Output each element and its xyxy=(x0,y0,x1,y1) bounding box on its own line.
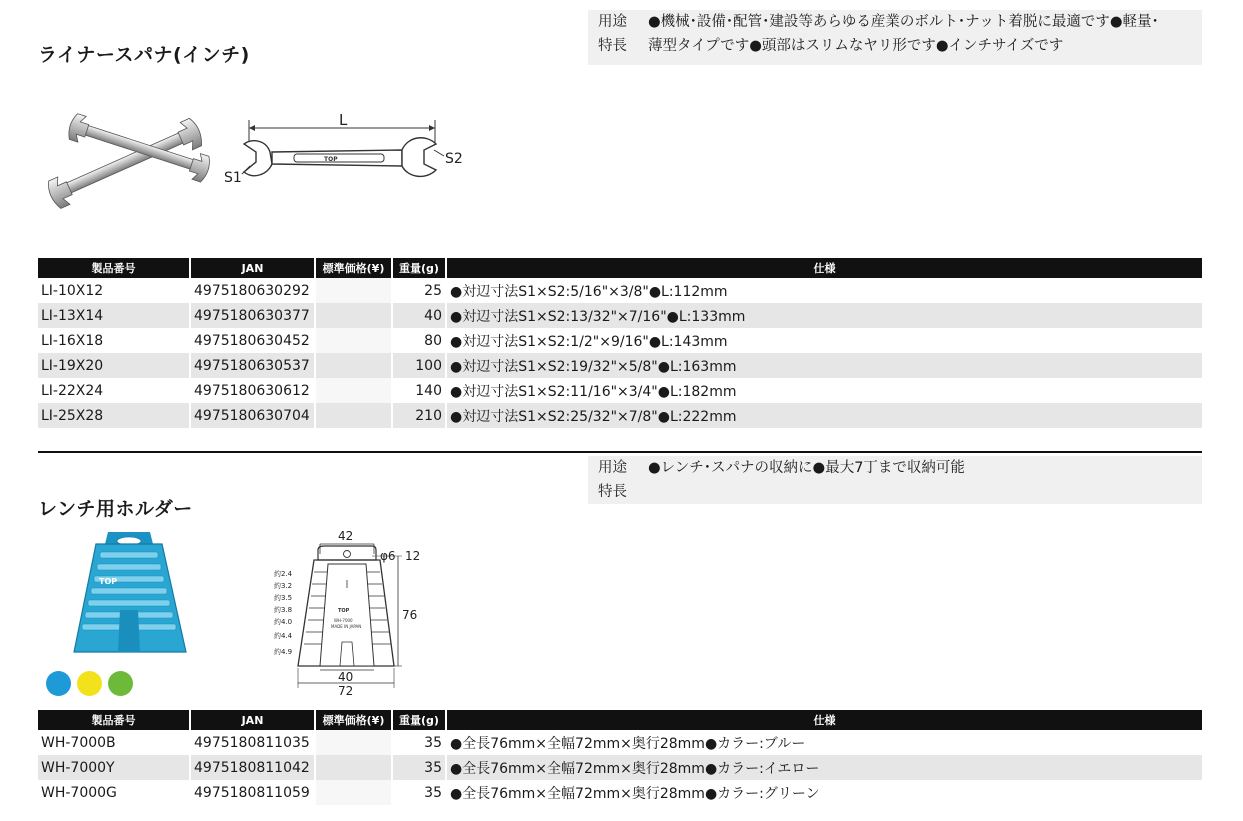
table-row xyxy=(38,328,1202,353)
spanner-dimension-diagram xyxy=(222,110,472,192)
wrench-holder-spec-table xyxy=(38,710,1202,805)
cell-spec: ●対辺寸法S1×S2:25/32"×7/8"●L:222mm xyxy=(446,403,1202,428)
dimension-72: 72 xyxy=(338,684,354,698)
cell-spec: ●対辺寸法S1×S2:11/16"×3/4"●L:182mm xyxy=(450,383,737,400)
table-row xyxy=(38,353,1202,378)
table-header-row xyxy=(38,710,1202,730)
section-title-liner-spanner: ライナースパナ(インチ) xyxy=(38,44,250,66)
table-row xyxy=(38,730,1202,755)
table-header-row xyxy=(38,258,1202,278)
cell-code: LI-22X24 xyxy=(38,378,190,403)
holder-brand-mark: TOP xyxy=(99,577,118,586)
slot-label: 約4.4 xyxy=(274,632,293,640)
slot-label: 約3.5 xyxy=(274,594,293,602)
cell-jan: 4975180630377 xyxy=(190,303,315,328)
slot-label: 約4.9 xyxy=(274,648,293,656)
features-label: 特長 xyxy=(598,484,627,500)
brand-mark: TOP xyxy=(324,156,338,163)
section-title-wrench-holder: レンチ用ホルダー xyxy=(38,498,193,520)
cell-price xyxy=(315,780,392,805)
usage-text-line: ●レンチ･スパナの収納に●最大7丁まで収納可能 xyxy=(648,460,965,476)
dimension-12: 12 xyxy=(405,549,421,563)
wrench-holder-photo xyxy=(64,530,194,670)
cell-price xyxy=(315,303,392,328)
cell-jan: 4975180630452 xyxy=(190,328,315,353)
header-price: 標準価格(¥) xyxy=(315,258,392,278)
cell-jan: 4975180630292 xyxy=(190,278,315,303)
cell-spec: ●対辺寸法S1×S2:5/16"×3/8"●L:112mm xyxy=(450,283,728,300)
table-row xyxy=(38,403,1202,428)
color-swatch-yellow xyxy=(77,671,102,696)
cell-code: LI-16X18 xyxy=(38,328,190,353)
diagram-made-in: MADE IN JAPAN xyxy=(331,624,362,629)
cell-code: WH-7000G xyxy=(38,780,190,805)
cell-weight: 210 xyxy=(392,403,446,428)
dimension-76: 76 xyxy=(402,608,418,622)
usage-features-box xyxy=(588,456,1202,504)
cell-weight: 35 xyxy=(392,730,446,755)
header-weight: 重量(g) xyxy=(392,710,446,730)
cell-price xyxy=(315,328,392,353)
cell-weight: 140 xyxy=(392,378,446,403)
color-swatch-blue xyxy=(46,671,71,696)
cell-jan: 4975180630704 xyxy=(190,403,315,428)
dimension-label-L: L xyxy=(339,111,348,129)
diagram-model: WH-7000 xyxy=(334,618,353,623)
cell-price xyxy=(315,730,392,755)
cell-weight: 35 xyxy=(392,780,446,805)
features-label: 特長 xyxy=(598,38,627,54)
dimension-42: 42 xyxy=(338,529,354,543)
cell-code: LI-25X28 xyxy=(38,403,190,428)
cell-jan: 4975180811042 xyxy=(190,755,315,780)
cell-spec: ●全長76mm×全幅72mm×奥行28mm●カラー:イエロー xyxy=(446,755,1202,780)
cell-jan: 4975180630537 xyxy=(190,353,315,378)
header-jan: JAN xyxy=(190,710,315,730)
color-swatch-green xyxy=(108,671,133,696)
cell-code: WH-7000B xyxy=(38,730,190,755)
cell-price xyxy=(315,353,392,378)
cell-jan: 4975180811035 xyxy=(190,730,315,755)
cell-code: WH-7000Y xyxy=(38,755,190,780)
cell-spec: ●対辺寸法S1×S2:19/32"×5/8"●L:163mm xyxy=(446,353,1202,378)
slot-label: 約3.8 xyxy=(274,606,293,614)
cell-spec: ●全長76mm×全幅72mm×奥行28mm●カラー:ブルー xyxy=(450,735,806,752)
cell-code: LI-10X12 xyxy=(38,278,190,303)
usage-label: 用途 xyxy=(598,14,627,30)
slot-label: 約4.0 xyxy=(274,618,293,626)
header-weight: 重量(g) xyxy=(392,258,446,278)
slot-label: 約3.2 xyxy=(274,582,293,590)
dimension-label-S2: S2 xyxy=(445,151,463,167)
cell-price xyxy=(315,403,392,428)
dimension-label-S1: S1 xyxy=(224,170,242,186)
table-row xyxy=(38,278,1202,303)
header-spec: 仕様 xyxy=(446,258,1202,278)
header-product-code: 製品番号 xyxy=(38,710,190,730)
cell-code: LI-13X14 xyxy=(38,303,190,328)
cell-price xyxy=(315,755,392,780)
cell-weight: 100 xyxy=(392,353,446,378)
table-row xyxy=(38,303,1202,328)
usage-text-line: 薄型タイプです●頭部はスリムなヤリ形です●インチサイズです xyxy=(648,38,1064,54)
dimension-40: 40 xyxy=(338,670,354,684)
cell-spec: ●全長76mm×全幅72mm×奥行28mm●カラー:グリーン xyxy=(450,785,820,802)
cell-jan: 4975180811059 xyxy=(190,780,315,805)
table-row xyxy=(38,755,1202,780)
usage-features-box xyxy=(588,10,1202,65)
cell-weight: 35 xyxy=(392,755,446,780)
cell-spec: ●対辺寸法S1×S2:13/32"×7/16"●L:133mm xyxy=(446,303,1202,328)
holder-dimension-diagram xyxy=(268,524,428,700)
usage-text-line: ●機械･設備･配管･建設等あらゆる産業のボルト･ナット着脱に最適です●軽量･ xyxy=(648,14,1159,30)
cell-weight: 40 xyxy=(392,303,446,328)
cell-weight: 25 xyxy=(392,278,446,303)
usage-label: 用途 xyxy=(598,460,627,476)
table-row xyxy=(38,378,1202,403)
cell-price xyxy=(315,278,392,303)
diagram-brand: TOP xyxy=(338,608,350,614)
header-spec: 仕様 xyxy=(446,710,1202,730)
header-price: 標準価格(¥) xyxy=(315,710,392,730)
cell-code: LI-19X20 xyxy=(38,353,190,378)
cell-jan: 4975180630612 xyxy=(190,378,315,403)
dimension-hole: φ6 xyxy=(380,549,396,563)
cell-spec: ●対辺寸法S1×S2:1/2"×9/16"●L:143mm xyxy=(450,333,728,350)
section-divider xyxy=(38,451,1202,453)
table-row xyxy=(38,780,1202,805)
cell-weight: 80 xyxy=(392,328,446,353)
slot-label: 約2.4 xyxy=(274,570,293,578)
spanner-product-photo xyxy=(38,108,213,213)
header-product-code: 製品番号 xyxy=(38,258,190,278)
cell-price xyxy=(315,378,392,403)
liner-spanner-spec-table xyxy=(38,258,1202,428)
header-jan: JAN xyxy=(190,258,315,278)
